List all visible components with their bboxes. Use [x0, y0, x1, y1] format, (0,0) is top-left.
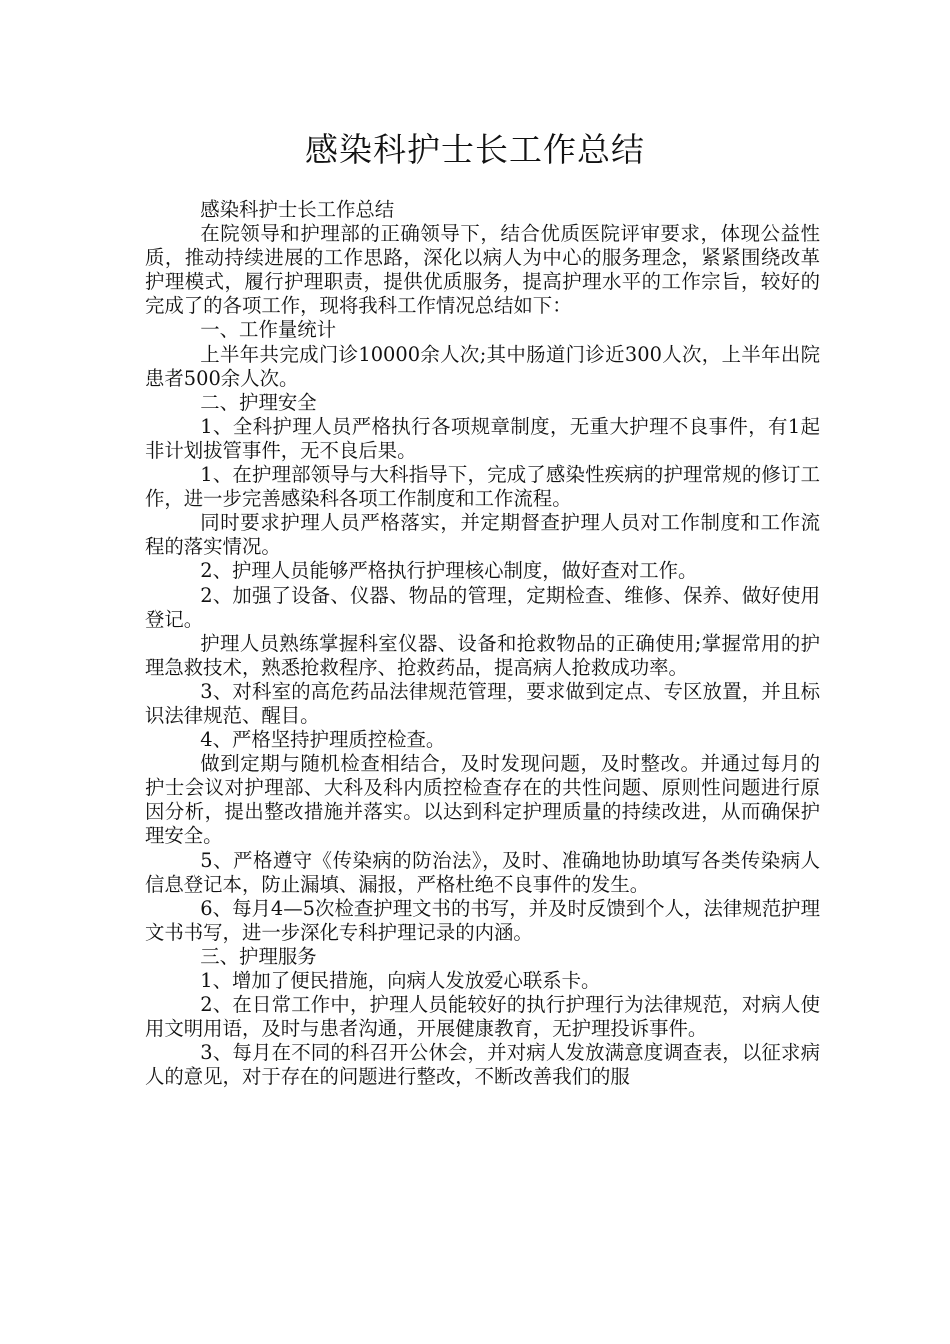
paragraph: 3、每月在不同的科召开公休会，并对病人发放满意度调查表，以征求病人的意见，对于存在的问题进行整改，不断改善我们的服	[145, 1041, 820, 1089]
paragraph: 护理人员熟练掌握科室仪器、设备和抢救物品的正确使用;掌握常用的护理急救技术，熟悉抢救程序、抢救药品，提高病人抢救成功率。	[145, 631, 820, 679]
document-title: 感染科护士长工作总结	[305, 130, 645, 169]
paragraph: 同时要求护理人员严格落实，并定期督查护理人员对工作制度和工作流程的落实情况。	[145, 511, 820, 559]
paragraph-intro: 在院领导和护理部的正确领导下，结合优质医院评审要求，体现公益性质，推动持续进展的工作思路，深化以病人为中心的服务理念，紧紧围绕改革护理模式，履行护理职责，提供优质服务，提高护理水平的工作宗旨，较好的完成了的各项工作，现将我科工作情况总结如下：	[145, 222, 820, 318]
paragraph: 2、护理人员能够严格执行护理核心制度，做好查对工作。	[200, 559, 698, 583]
paragraph: 4、严格坚持护理质控检查。	[200, 728, 446, 752]
paragraph: 1、全科护理人员严格执行各项规章制度，无重大护理不良事件，有1起非计划拔管事件，无不良后果。	[145, 414, 820, 462]
paragraph: 1、增加了便民措施，向病人发放爱心联系卡。	[200, 969, 601, 992]
paragraph: 5、严格遵守《传染病的防治法》，及时、准确地协助填写各类传染病人信息登记本，防止漏填、漏报，严格杜绝不良事件的发生。	[145, 848, 820, 896]
section-heading-workload: 一、工作量统计	[200, 318, 337, 342]
paragraph: 做到定期与随机检查相结合，及时发现问题，及时整改。并通过每月的护士会议对护理部、大科及科内质控检查存在的共性问题、原则性问题进行原因分析，提出整改措施并落实。以达到科定护理质量的持续改进，从而确保护理安全。	[145, 752, 820, 848]
section-heading-safety: 二、护理安全	[200, 390, 317, 414]
document-body	[145, 198, 820, 1089]
paragraph: 1、在护理部领导与大科指导下，完成了感染性疾病的护理常规的修订工作，进一步完善感染科各项工作制度和工作流程。	[145, 463, 820, 511]
section-heading-service: 三、护理服务	[200, 944, 317, 968]
paragraph: 2、加强了设备、仪器、物品的管理，定期检查、维修、保养、做好使用登记。	[145, 583, 820, 631]
paragraph-subtitle: 感染科护士长工作总结	[200, 198, 395, 221]
paragraph: 上半年共完成门诊10000余人次;其中肠道门诊近300人次，上半年出院患者500余人次。	[145, 342, 820, 390]
paragraph: 3、对科室的高危药品法律规范管理，要求做到定点、专区放置，并且标识法律规范、醒目。	[145, 679, 820, 727]
paragraph: 2、在日常工作中，护理人员能较好的执行护理行为法律规范，对病人使用文明用语，及时与患者沟通，开展健康教育，无护理投诉事件。	[145, 993, 820, 1041]
paragraph: 6、每月4—5次检查护理文书的书写，并及时反馈到个人，法律规范护理文书书写，进一步深化专科护理记录的内涵。	[145, 896, 820, 944]
